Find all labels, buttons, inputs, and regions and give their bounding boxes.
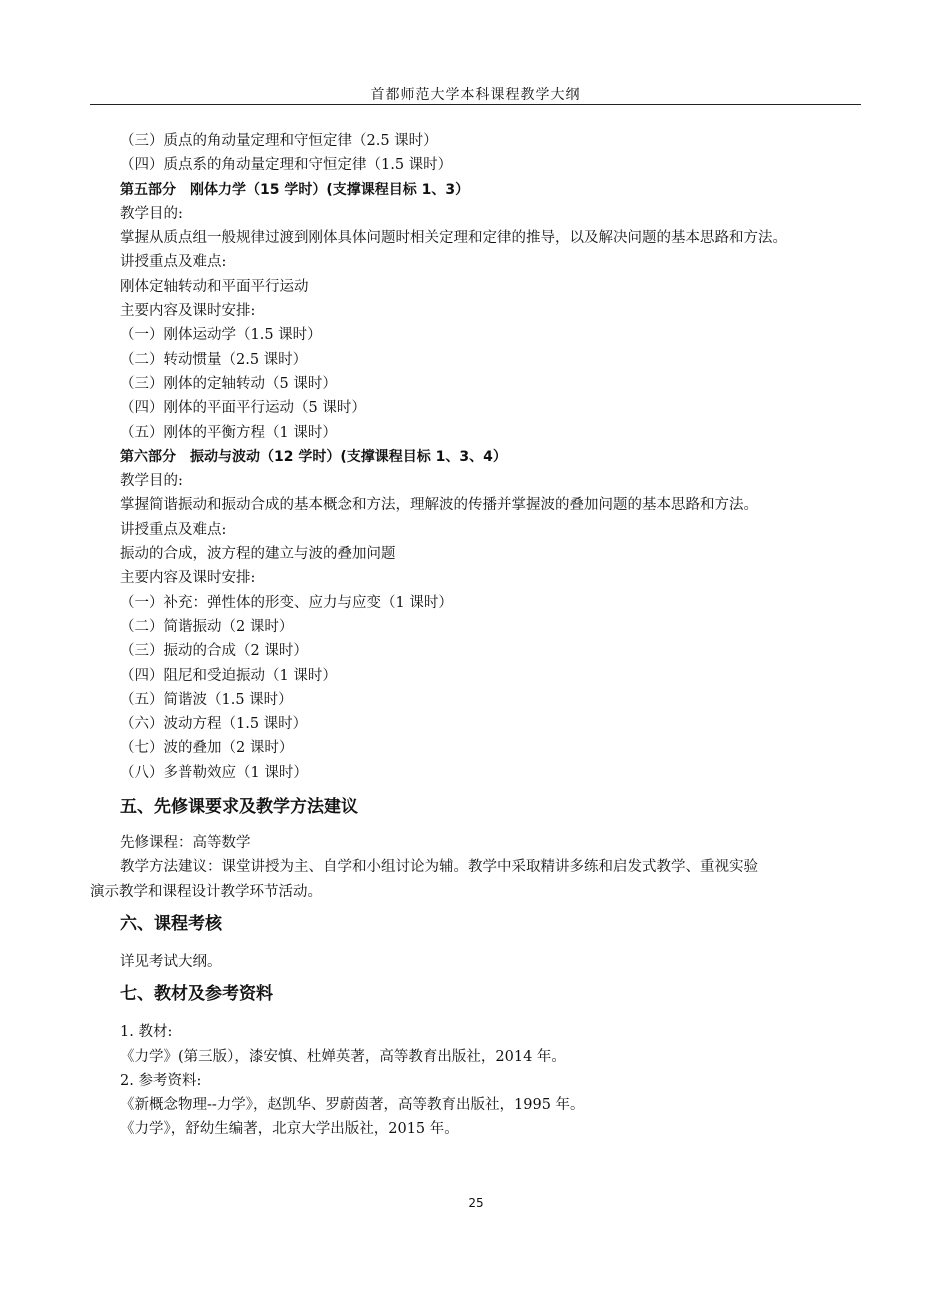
part5-heading: 第五部分 刚体力学（15 学时）(支撑课程目标 1、3）: [120, 181, 470, 198]
part6-goal-label: 教学目的:: [120, 473, 183, 490]
part6-goal-text: 掌握简谐振动和振动合成的基本概念和方法，理解波的传播并掌握波的叠加问题的基本思路和方法。: [120, 497, 758, 514]
part5-focus-label: 讲授重点及难点:: [120, 254, 227, 271]
part5-goal-label: 教学目的:: [120, 205, 183, 222]
list-item: （五）简谐波（1.5 课时）: [120, 691, 293, 708]
part6-content-label: 主要内容及课时安排:: [120, 570, 256, 587]
section-5-title: 五、先修课要求及教学方法建议: [120, 797, 358, 818]
part5-goal-text: 掌握从质点组一般规律过渡到刚体具体问题时相关定理和定律的推导，以及解决问题的基本思路和方法。: [120, 230, 787, 247]
list-item: （七）波的叠加（2 课时）: [120, 740, 294, 757]
list-item: （六）波动方程（1.5 课时）: [120, 716, 308, 733]
list-item: （八）多普勒效应（1 课时）: [120, 764, 308, 781]
list-item: （一）刚体运动学（1.5 课时）: [120, 327, 322, 344]
part5-content-label: 主要内容及课时安排:: [120, 303, 256, 320]
section-7-title: 七、教材及参考资料: [120, 984, 273, 1005]
list-item: （四）质点系的角动量定理和守恒定律（1.5 课时）: [120, 157, 453, 174]
part6-heading: 第六部分 振动与波动（12 学时）(支撑课程目标 1、3、4）: [120, 448, 507, 465]
prerequisite-text: 先修课程：高等数学: [120, 835, 251, 852]
list-item: （四）刚体的平面平行运动（5 课时）: [120, 400, 366, 417]
list-item: （二）简谐振动（2 课时）: [120, 618, 294, 635]
textbook-entry: 《力学》(第三版），漆安慎、杜婵英著，高等教育出版社，2014 年。: [120, 1048, 566, 1065]
teaching-method-text: 教学方法建议：课堂讲授为主、自学和小组讨论为辅。教学中采取精讲多练和启发式教学、重视实验: [120, 859, 758, 876]
list-item: （三）刚体的定轴转动（5 课时）: [120, 375, 337, 392]
section-6-title: 六、课程考核: [120, 913, 222, 934]
page-header: 首都师范大学本科课程教学大纲: [370, 87, 581, 103]
reference-entry: 《力学》，舒幼生编著，北京大学出版社，2015 年。: [120, 1121, 459, 1138]
assessment-text: 详见考试大纲。: [120, 953, 222, 970]
references-label: 2. 参考资料:: [120, 1072, 202, 1089]
reference-entry: 《新概念物理--力学》，赵凯华、罗蔚茵著，高等教育出版社，1995 年。: [120, 1097, 585, 1114]
textbook-label: 1. 教材:: [120, 1024, 173, 1041]
teaching-method-continuation: 演示教学和课程设计教学环节活动。: [90, 883, 322, 900]
document-body: [90, 129, 861, 1142]
list-item: （三）振动的合成（2 课时）: [120, 643, 308, 660]
part5-focus-text: 刚体定轴转动和平面平行运动: [120, 278, 309, 295]
part6-focus-text: 振动的合成，波方程的建立与波的叠加问题: [120, 546, 396, 563]
part6-focus-label: 讲授重点及难点:: [120, 521, 227, 538]
list-item: （四）阻尼和受迫振动（1 课时）: [120, 667, 337, 684]
list-item: （三）质点的角动量定理和守恒定律（2.5 课时）: [120, 133, 438, 149]
list-item: （二）转动惯量（2.5 课时）: [120, 351, 308, 368]
list-item: （五）刚体的平衡方程（1 课时）: [120, 424, 337, 441]
page-number: 25: [468, 1196, 484, 1210]
list-item: （一）补充：弹性体的形变、应力与应变（1 课时）: [120, 594, 453, 611]
header-divider: [90, 104, 861, 105]
